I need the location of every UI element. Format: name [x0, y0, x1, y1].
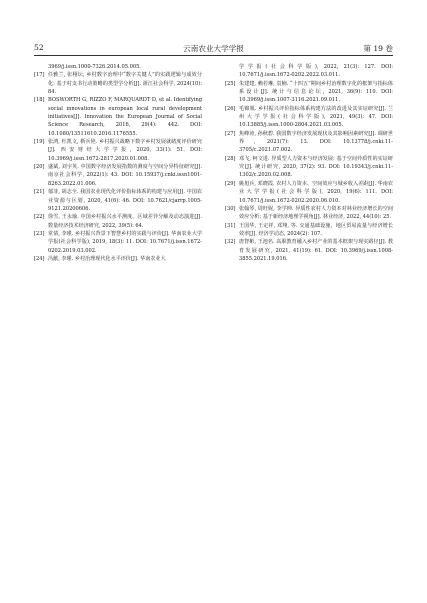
reference-number: [22]: [34, 214, 45, 221]
reference-text: BOSWORTH G, RIZZO F, MARQUARDT D, et al. Identifying social innovations in european local rural development initiatives[J]. Innovation the European Journal of Social Science Research, 2016, 29(4): 442. DOI: 10.1080/13511610.2016.1176555.: [48, 97, 202, 137]
reference-number: [18]: [34, 97, 45, 104]
reference-number: [25]: [225, 80, 236, 87]
reference-entry: [34, 71, 202, 96]
reference-number: [29]: [225, 180, 236, 187]
volume-number: 第 19 卷: [363, 44, 393, 53]
reference-entry: [34, 163, 202, 188]
reference-number: [32]: [225, 239, 236, 246]
reference-entry: [225, 180, 393, 205]
reference-text: 郁菲, 胡志全. 我国农业现代化评价指标体系的构建与应用[J]. 中国农业资源与区划, 2020, 41(6): 46. DOI: 10.7621/cjarrp.1005-9121.20200606.: [48, 189, 202, 212]
reference-entry: [225, 205, 393, 222]
reference-text: 朱建建, 赖若琳, 袁楠. “十四五”期间乡村治理数字化的框架与指标体系设计[J]. 统计与信息论坛, 2021, 36(9): 110. DOI: 10.3969/j.issn.1007-3116.2021.09.011.: [239, 80, 393, 104]
running-header: [34, 41, 393, 56]
page-number: 52: [34, 43, 44, 52]
reference-entry: [225, 130, 393, 155]
reference-text: 学学报(社会科学版), 2022, 21(3): 127. DOI: 10.7671/j.issn.1672-0202.2022.03.011.: [239, 64, 393, 79]
reference-entry: [34, 138, 202, 163]
reference-text: 任雅兰, 张栩坛, 乡村数字治理中“数字关键人”的实践逻辑与成效分化: 基于村支书行动策略的类型学分析[J]. 浙江社会科学, 2024(10): 84.: [48, 72, 202, 96]
reference-number: [17]: [34, 72, 45, 79]
reference-number: [24]: [34, 255, 45, 262]
reference-number: [31]: [225, 222, 236, 229]
reference-entry: [225, 238, 393, 263]
reference-entry: [34, 96, 202, 138]
reference-number: [23]: [34, 230, 45, 237]
reference-entry: [225, 105, 393, 130]
reference-text: 姚旭兵, 邓晓霞. 农村人力资本、空间效应与城乡收入差距[J]. 华南农业大学学报(社会科学版), 2020, 19(6): 111. DOI: 10.7671/j.issn.1672-0202.2020.06.010.: [239, 180, 393, 204]
reference-text: 焦峰涛, 孙秋碧. 我国数字经济发展现状及其影响因素研究[J]. 调研世界, 2021(7): 13. DOI: 10.13778/j.cnki.11-3705/c.2021.07.002.: [239, 130, 393, 154]
reference-number: [20]: [34, 164, 45, 171]
reference-entry: [34, 230, 202, 255]
reference-number: [26]: [225, 105, 236, 112]
reference-number: [19]: [34, 139, 45, 146]
reference-entry: [225, 80, 393, 105]
reference-entry: [225, 222, 393, 239]
reference-text: 3969/j.issn.1000-7326.2014.05.005.: [48, 64, 141, 70]
references-left-column: [34, 63, 202, 263]
reference-number: [28]: [225, 155, 236, 162]
reference-text: 盛斌, 刘宇英. 中国数字经济发展指数的测度与空间分异特征研究[J]. 南京社会科学, 2022(1): 43. DOI: 10.15937/j.cnki.issn1001-8263.2022.01.006.: [48, 164, 202, 187]
reference-entry: [34, 255, 202, 263]
reference-entry: [34, 213, 202, 230]
reference-text: 邓飞, 柯文进. 异质型人力资本与经济发展: 基于空间异质性的实证研究[J]. 统计研究, 2020, 37(2): 93. DOI: 10.19343/j.cnki.11-1302/c.2020.02.008.: [239, 155, 393, 179]
reference-entry: [225, 63, 393, 80]
reference-text: 冯献, 李瑾. 乡村治理现代化水平评价[J]. 华南农业大: [48, 255, 166, 262]
reference-number: [30]: [225, 205, 236, 212]
reference-text: 毛锦凰. 乡村振兴评价指标体系构建方法的改进及其实证研究[J]. 兰州大学学报(社会科学版), 2021, 49(3): 47. DOI: 10.13885/j.issn.1000-2804.2021.03.005.: [239, 105, 393, 129]
reference-entry: [34, 63, 202, 71]
reference-text: 徐雪, 王永瑜. 中国乡村振兴水平测度、区域差异分解及动态演进[J]. 数量经济技术经济研究, 2022, 39(5): 64.: [48, 214, 202, 229]
reference-text: 常倩, 李瑾. 乡村振兴背景下智慧乡村的实践与评价[J]. 华南农业大学学报(社会科学版), 2019, 18(3): 11. DOI: 10.7671/j.issn.1672-0202.2019.03.002.: [48, 230, 202, 254]
reference-entry: [225, 155, 393, 180]
journal-title: 云南农业大学学报: [183, 44, 244, 53]
reference-entry: [34, 188, 202, 213]
reference-text: 唐智彬, 王池名. 高职教育融入乡村产业的基本框架与现实路径[J]. 教育发展研究, 2021, 41(19): 61. DOI: 10.3969/j.issn.1008-3855.2021.19.016.: [239, 239, 393, 262]
reference-text: 王国华, 王定祥, 邓翔, 等. 交通基础设施、地区贸易流量与经济增长效率[J]. 经济学动态, 2024(2): 107.: [239, 222, 393, 237]
reference-text: 张翰琴, 周旺妮, 李学坤. 异质性农村人力资本对林业经济增长的空间效应分析: 基于新经济地理学视角[J]. 林业经济, 2022, 44(10): 25.: [239, 205, 393, 221]
reference-number: [27]: [225, 130, 236, 137]
reference-number: [21]: [34, 189, 45, 196]
references-right-column: [225, 63, 393, 263]
reference-text: 张鸿, 杜凯文, 靳兵艳. 乡村振兴战略下数字乡村发展就绪度评价研究[J]. 西安财经大学学报, 2020, 33(1): 51. DOI: 10.3969/j.issn.1672-2817.2020.01.008.: [48, 139, 202, 162]
